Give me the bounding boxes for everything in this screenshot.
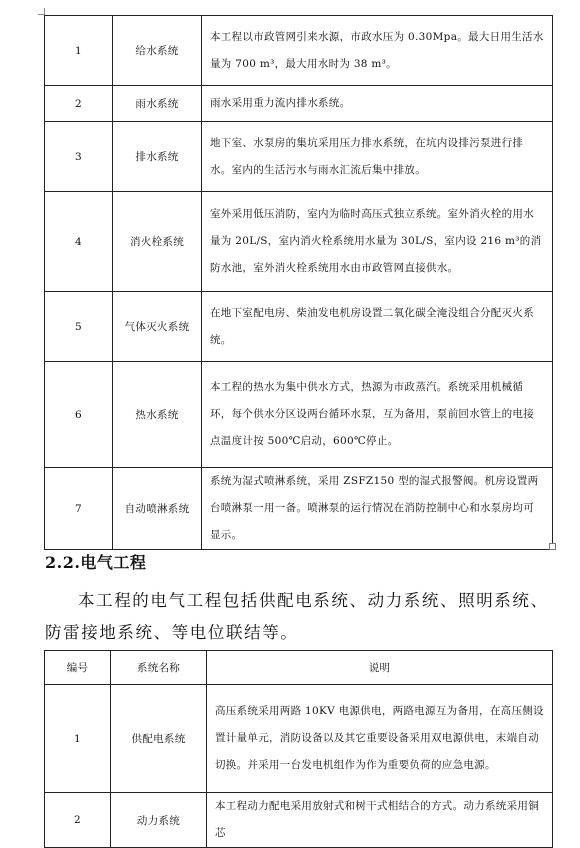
system-name: 热水系统 bbox=[113, 362, 202, 468]
system-name: 排水系统 bbox=[113, 122, 202, 192]
system-description: 高压系统采用两路 10KV 电源供电，两路电源互为备用，在高压侧设置计量单元，消防设备以及其它重要设备采用双电源供电，末端自动切换。并采用一台发电机组作为作为重要负荷的应急电源。 bbox=[207, 685, 553, 793]
system-name: 自动喷淋系统 bbox=[113, 468, 202, 550]
table-row bbox=[45, 468, 553, 550]
header-description: 说明 bbox=[207, 651, 553, 685]
system-name: 气体灭火系统 bbox=[113, 292, 202, 362]
system-name: 消火栓系统 bbox=[113, 192, 202, 292]
section-title: 2.2.电气工程 bbox=[45, 553, 147, 572]
system-description: 地下室、水泵房的集坑采用压力排水系统，在坑内设排污泵进行排水。室内的生活污水与雨水汇流后集中排放。 bbox=[202, 122, 553, 192]
row-number: 2 bbox=[45, 86, 113, 122]
system-description: 本工程的热水为集中供水方式，热源为市政蒸汽。系统采用机械循环，每个供水分区设两台循环水泵，互为备用，泵前回水管上的电接点温度计按 500℃启动，600℃停止。 bbox=[202, 362, 553, 468]
row-number: 6 bbox=[45, 362, 113, 468]
system-description: 室外采用低压消防，室内为临时高压式独立系统。室外消火栓的用水量为 20L/S，室内消火栓系统用水量为 30L/S，室内设 216 m³的消防水池，室外消火栓系统用水由市政管网直接供水。 bbox=[202, 192, 553, 292]
table-row bbox=[45, 685, 553, 793]
table-row bbox=[45, 122, 553, 192]
system-description: 本工程以市政管网引来水源，市政水压为 0.30Mpa。最大日用生活水量为 700 m³，最大用水时为 38 m³。 bbox=[202, 16, 553, 86]
section-paragraph: 本工程的电气工程包括供配电系统、动力系统、照明系统、防雷接地系统、等电位联结等。 bbox=[45, 591, 549, 642]
header-number: 编号 bbox=[45, 651, 111, 685]
system-name: 雨水系统 bbox=[113, 86, 202, 122]
row-number: 3 bbox=[45, 122, 113, 192]
row-number: 4 bbox=[45, 192, 113, 292]
electrical-systems-table bbox=[44, 650, 553, 848]
row-number: 1 bbox=[45, 685, 111, 793]
table-row bbox=[45, 86, 553, 122]
row-number: 2 bbox=[45, 793, 111, 848]
header-system-name: 系统名称 bbox=[111, 651, 207, 685]
table-resize-handle[interactable] bbox=[549, 543, 556, 550]
table-header-row bbox=[45, 651, 553, 685]
row-number: 1 bbox=[45, 16, 113, 86]
table-row bbox=[45, 292, 553, 362]
system-description: 系统为湿式喷淋系统，采用 ZSFZ150 型的湿式报警阀。机房设置两台喷淋泵一用一备。喷淋泵的运行情况在消防控制中心和水泵房均可显示。 bbox=[202, 468, 553, 550]
system-description: 雨水采用重力流内排水系统。 bbox=[202, 86, 553, 122]
system-name: 给水系统 bbox=[113, 16, 202, 86]
system-name: 动力系统 bbox=[111, 793, 207, 848]
row-number: 7 bbox=[45, 468, 113, 550]
water-systems-table bbox=[44, 15, 553, 550]
system-description: 在地下室配电房、柴油发电机房设置二氧化碳全淹没组合分配灭火系统。 bbox=[202, 292, 553, 362]
table-row bbox=[45, 362, 553, 468]
page-corner-mark bbox=[38, 8, 45, 15]
table-row bbox=[45, 192, 553, 292]
table-row bbox=[45, 16, 553, 86]
system-description: 本工程动力配电采用放射式和树干式相结合的方式。动力系统采用铜芯 bbox=[207, 793, 553, 848]
table-row bbox=[45, 793, 553, 848]
system-name: 供配电系统 bbox=[111, 685, 207, 793]
row-number: 5 bbox=[45, 292, 113, 362]
